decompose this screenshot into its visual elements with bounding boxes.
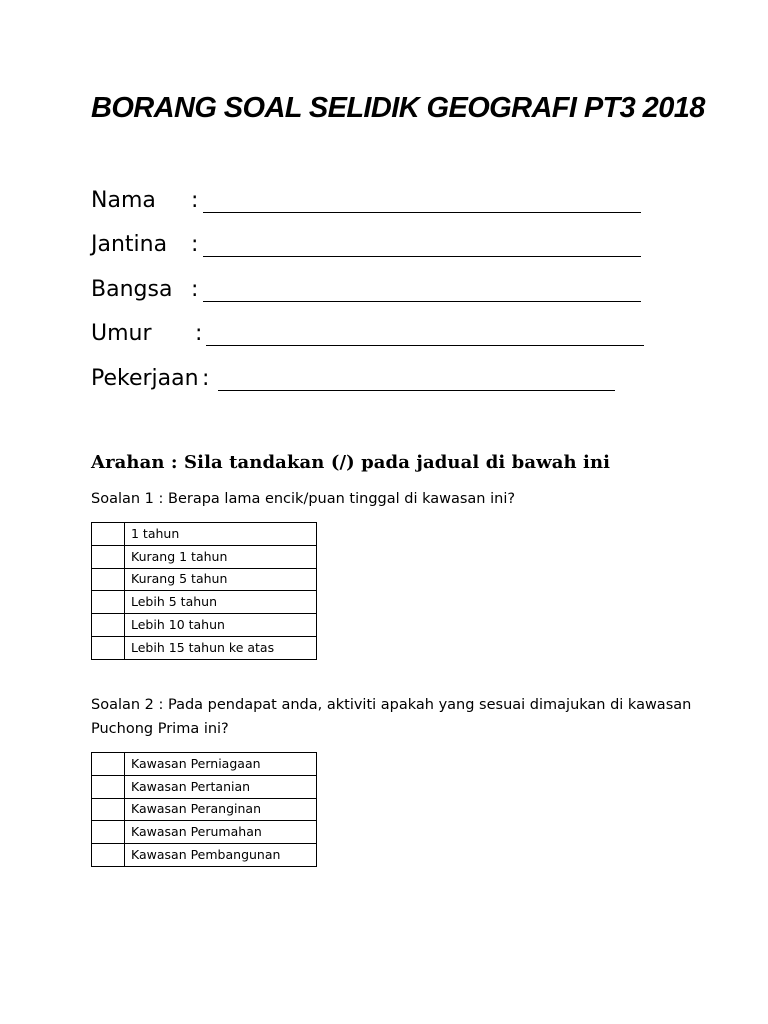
field-nama-line[interactable] [203, 212, 641, 213]
field-bangsa-colon: : [191, 277, 199, 302]
option-label: Lebih 15 tahun ke atas [125, 636, 317, 659]
checkbox-cell[interactable] [92, 821, 125, 844]
question-2-table [91, 752, 317, 867]
field-umur-label: Umur [91, 321, 152, 346]
field-umur-colon: : [195, 321, 203, 346]
option-label: 1 tahun [125, 523, 317, 546]
option-label: Kawasan Perumahan [125, 821, 317, 844]
question-1-text: Soalan 1 : Berapa lama encik/puan tinggal di kawasan ini? [91, 491, 516, 507]
question-2-line-1: Soalan 2 : Pada pendapat anda, aktiviti apakah yang sesuai dimajukan di kawasan [91, 697, 692, 713]
table-row [92, 614, 317, 637]
table-row [92, 523, 317, 546]
checkbox-cell[interactable] [92, 844, 125, 867]
option-label: Lebih 5 tahun [125, 591, 317, 614]
field-jantina-label: Jantina [91, 232, 168, 257]
checkbox-cell[interactable] [92, 614, 125, 637]
option-label: Kawasan Peranginan [125, 798, 317, 821]
checkbox-cell[interactable] [92, 798, 125, 821]
question-1-table [91, 522, 317, 660]
field-pekerjaan-label: Pekerjaan [91, 366, 199, 391]
table-row [92, 753, 317, 776]
field-pekerjaan-colon: : [202, 366, 210, 391]
option-label: Kawasan Perniagaan [125, 753, 317, 776]
table-row [92, 636, 317, 659]
field-nama-colon: : [191, 188, 199, 213]
table-row [92, 545, 317, 568]
field-jantina-line[interactable] [203, 256, 641, 257]
field-umur-line[interactable] [206, 345, 644, 346]
checkbox-cell[interactable] [92, 775, 125, 798]
field-bangsa-label: Bangsa [91, 277, 173, 302]
checkbox-cell[interactable] [92, 523, 125, 546]
checkbox-cell[interactable] [92, 545, 125, 568]
table-row [92, 844, 317, 867]
option-label: Kawasan Pertanian [125, 775, 317, 798]
instruction-text: Arahan : Sila tandakan (/) pada jadual di bawah ini [91, 452, 611, 473]
checkbox-cell[interactable] [92, 753, 125, 776]
checkbox-cell[interactable] [92, 568, 125, 591]
field-nama-label: Nama [91, 188, 156, 213]
table-row [92, 821, 317, 844]
option-label: Kawasan Pembangunan [125, 844, 317, 867]
field-bangsa-line[interactable] [203, 301, 641, 302]
field-pekerjaan-line[interactable] [218, 390, 615, 391]
table-row [92, 775, 317, 798]
checkbox-cell[interactable] [92, 636, 125, 659]
table-row [92, 591, 317, 614]
field-jantina-colon: : [191, 232, 199, 257]
table-row [92, 568, 317, 591]
checkbox-cell[interactable] [92, 591, 125, 614]
question-2-line-2: Puchong Prima ini? [91, 721, 229, 737]
option-label: Lebih 10 tahun [125, 614, 317, 637]
option-label: Kurang 1 tahun [125, 545, 317, 568]
option-label: Kurang 5 tahun [125, 568, 317, 591]
table-row [92, 798, 317, 821]
form-title: BORANG SOAL SELIDIK GEOGRAFI PT3 2018 [91, 92, 705, 124]
